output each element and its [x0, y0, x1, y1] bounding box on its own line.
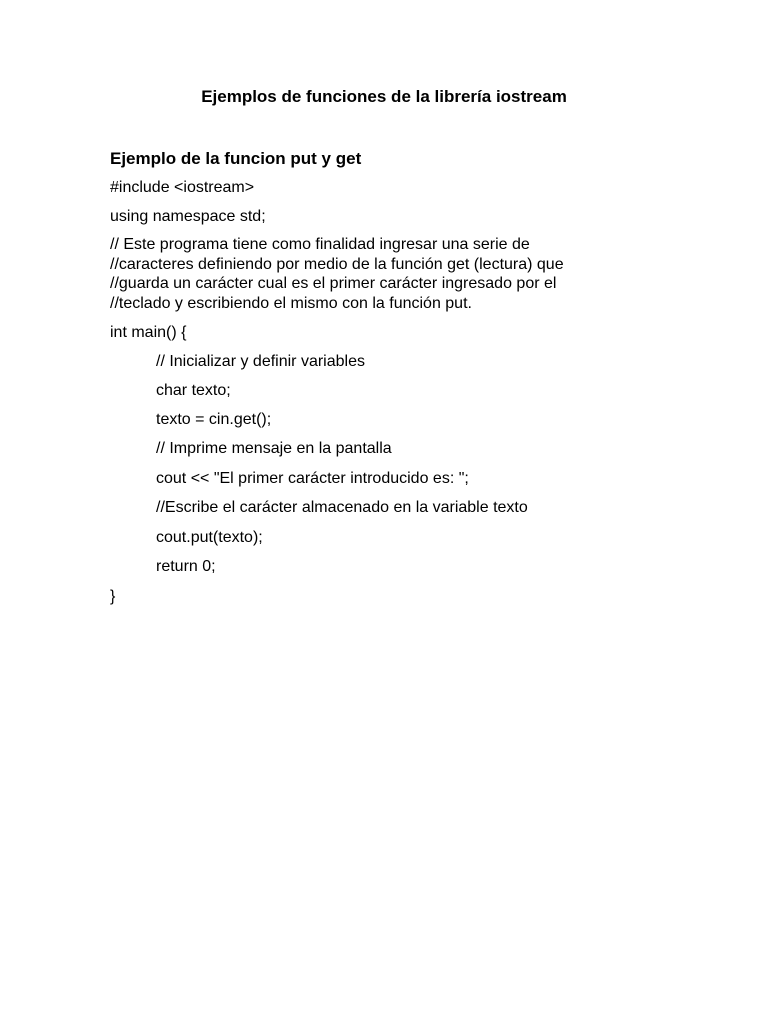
document-title: Ejemplos de funciones de la librería iostream	[201, 87, 567, 106]
code-line-main-close: }	[110, 588, 116, 605]
code-line-main-open: int main() {	[110, 324, 187, 341]
header-comment-block	[110, 235, 564, 313]
code-line-include: #include <iostream>	[110, 179, 255, 196]
section-heading: Ejemplo de la funcion put y get	[110, 149, 362, 168]
code-line-comment: // Inicializar y definir variables	[156, 353, 365, 370]
code-line-comment: //caracteres definiendo por medio de la función get (lectura) que	[110, 255, 564, 273]
code-line-put: cout.put(texto);	[156, 529, 263, 546]
code-line-declaration: char texto;	[156, 382, 231, 399]
code-line-namespace: using namespace std;	[110, 208, 266, 225]
code-line-comment: //Escribe el carácter almacenado en la variable texto	[156, 499, 528, 516]
code-line-cout: cout << "El primer carácter introducido es: ";	[156, 470, 469, 487]
code-line-assignment: texto = cin.get();	[156, 411, 272, 428]
code-line-comment: // Imprime mensaje en la pantalla	[156, 440, 392, 457]
code-line-comment: //teclado y escribiendo el mismo con la función put.	[110, 294, 472, 312]
code-line-comment: //guarda un carácter cual es el primer carácter ingresado por el	[110, 275, 557, 292]
code-line-return: return 0;	[156, 558, 216, 575]
code-line-comment: // Este programa tiene como finalidad ingresar una serie de	[110, 236, 530, 253]
